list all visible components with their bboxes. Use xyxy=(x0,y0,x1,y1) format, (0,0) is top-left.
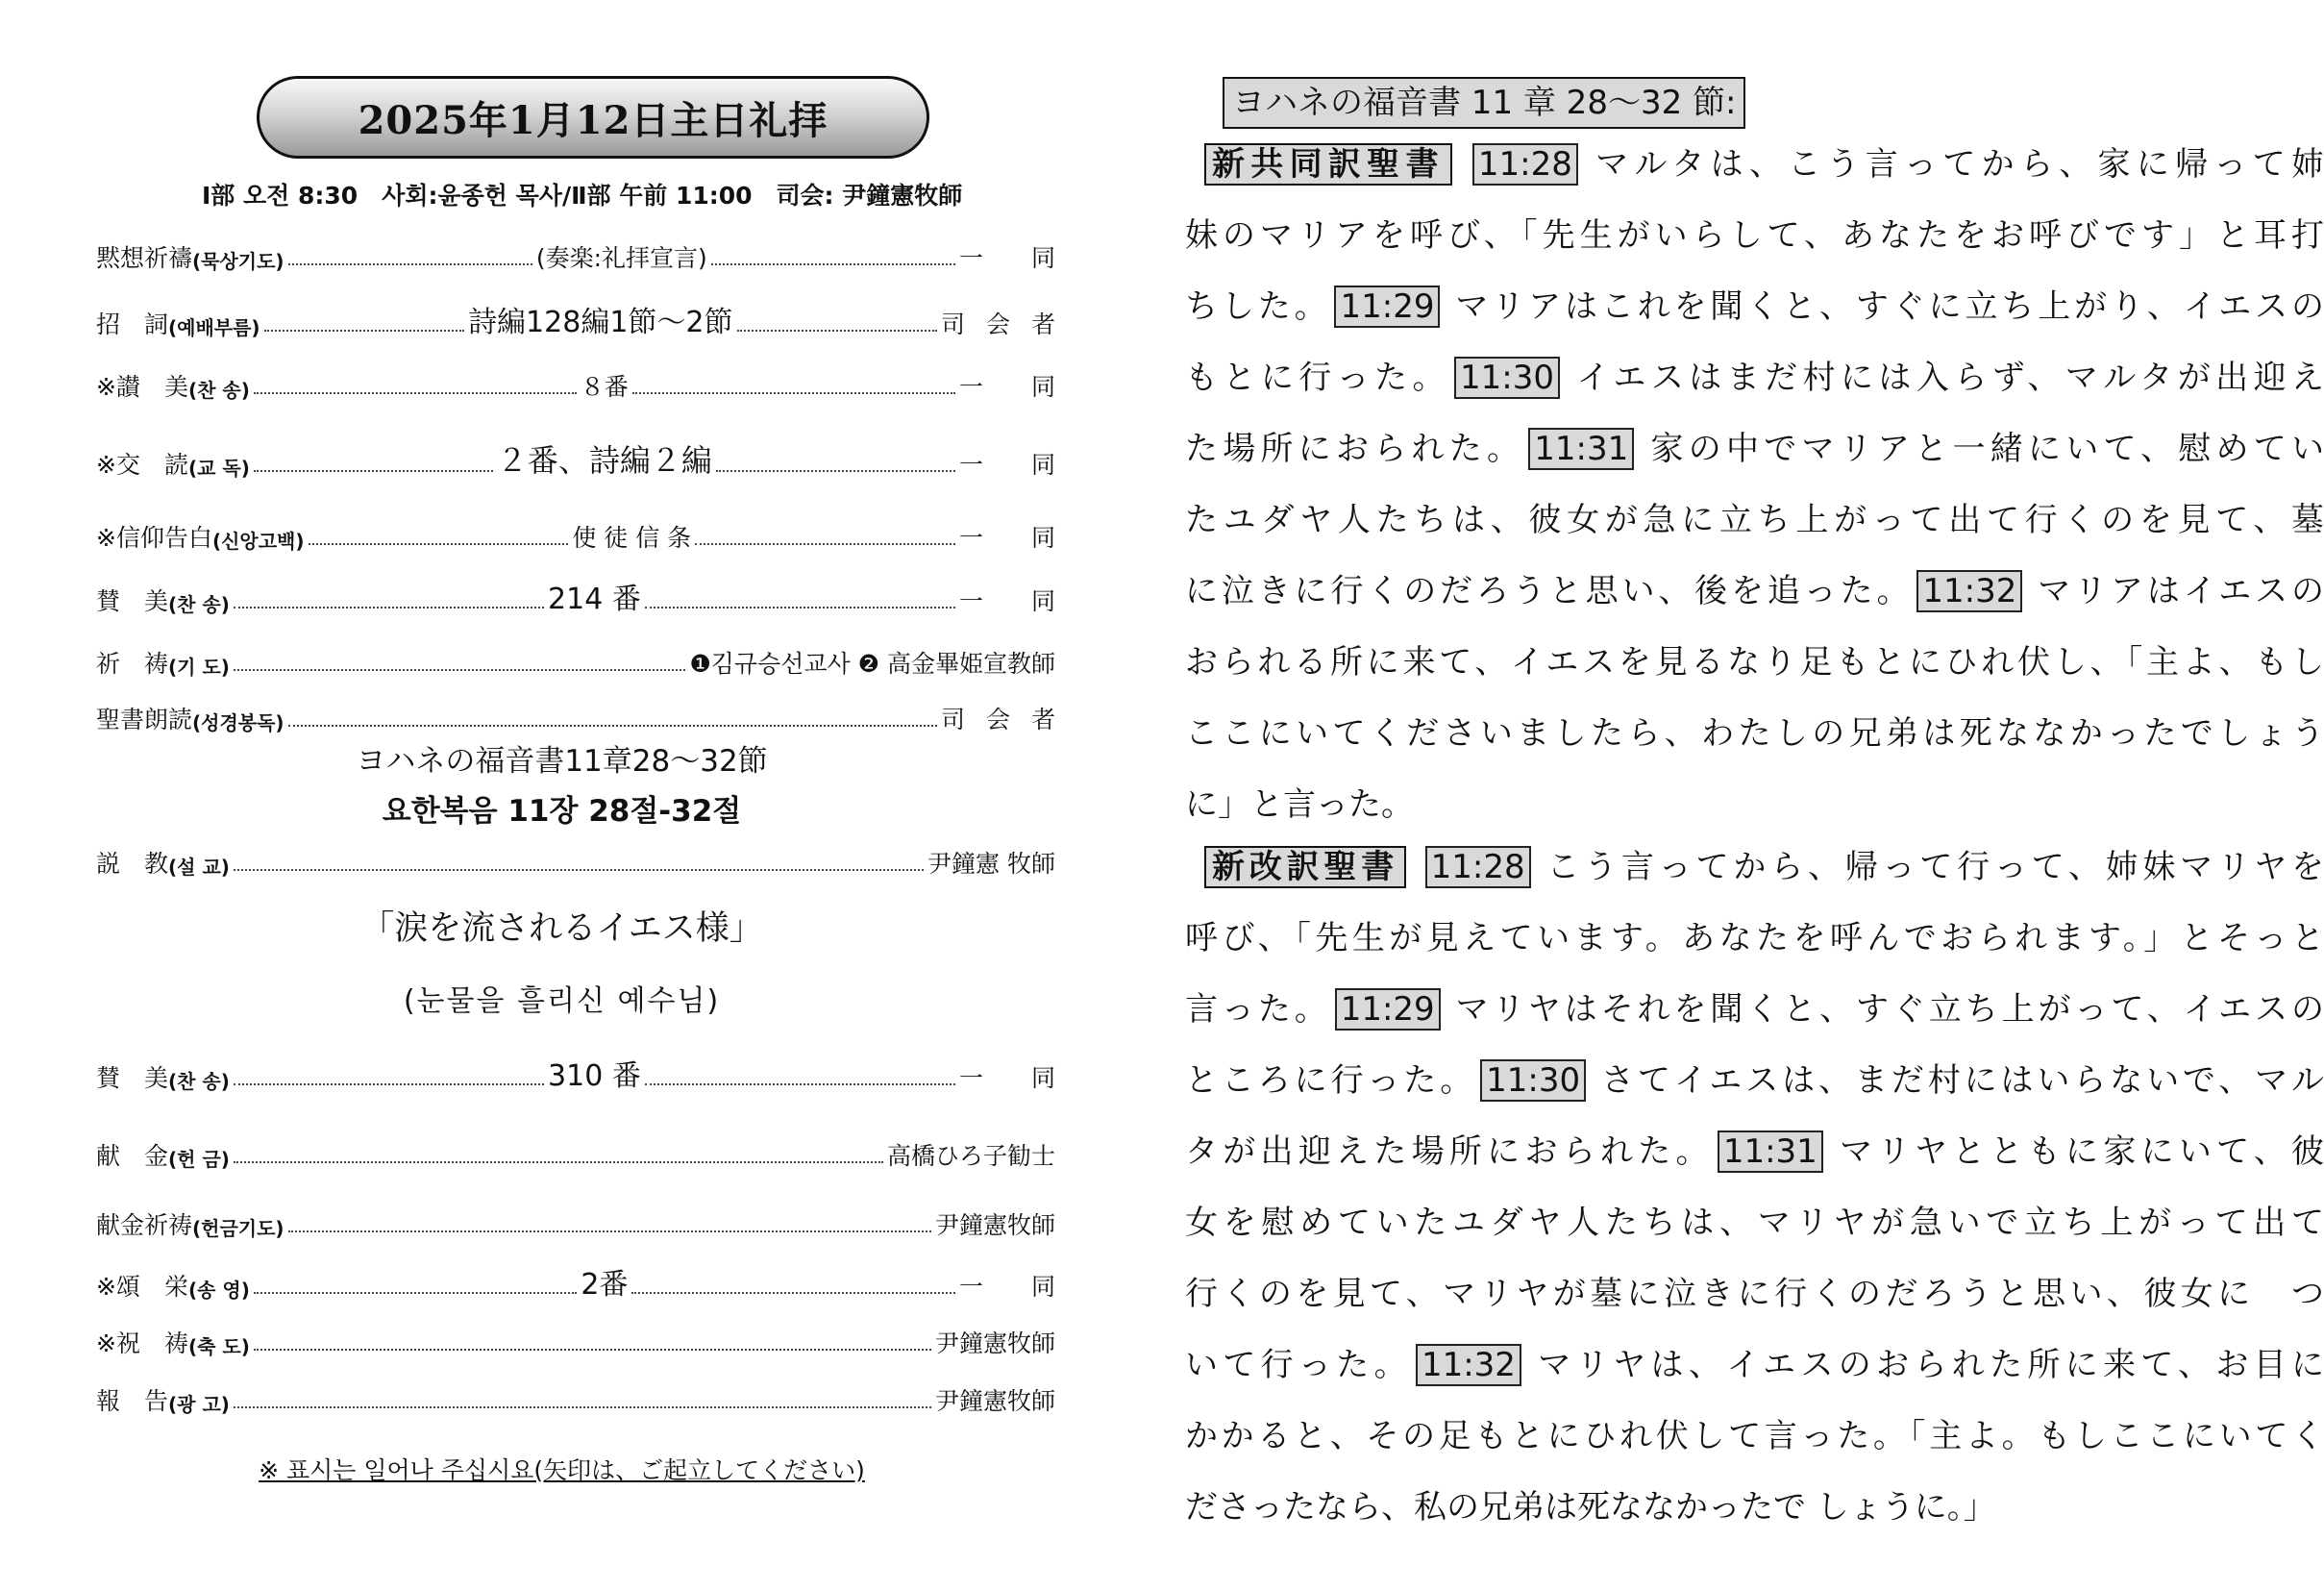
verse-text: マリヤは、イエスのおられた所に来て、お目に xyxy=(1532,1346,2324,1384)
verse-text: ここにいてくださいましたら、わたしの兄弟は死ななかったでしょう xyxy=(1185,714,2324,753)
verse-text: た場所におられた。 xyxy=(1185,430,1525,468)
verse-text: さてイエスは、まだ村にはいらないで、マル xyxy=(1597,1061,2324,1100)
leader-dots xyxy=(711,263,955,265)
leader-dots xyxy=(254,1292,578,1294)
sermon-title-japanese: 「涙を流されるイエス様」 xyxy=(360,909,763,948)
verse-text: タが出迎えた場所におられた。 xyxy=(1185,1132,1714,1171)
leader-dots xyxy=(254,1349,931,1351)
service-title: 2025年1月12日主日礼拝 xyxy=(257,76,929,159)
verse-number: 11:28 xyxy=(1425,846,1531,888)
service-item xyxy=(96,1054,1103,1094)
verse-number: 11:30 xyxy=(1454,357,1560,399)
item-label: 賛 美 xyxy=(96,1064,169,1092)
reading-reference-korean: 요한복음 11장 28절-32절 xyxy=(382,794,742,829)
verse-line xyxy=(1185,832,2324,903)
verse-text: マリヤはそれを聞くと、すぐ立ち上がって、イエスの xyxy=(1451,990,2324,1029)
verse-text: いて行った。 xyxy=(1185,1346,1412,1384)
verse-line xyxy=(1185,342,2324,413)
leader-dots xyxy=(264,330,464,332)
item-label: 報 告 xyxy=(96,1387,169,1415)
item-label-korean: (성경봉독) xyxy=(192,711,284,734)
leader-dots xyxy=(254,470,493,472)
translation-name: 新共同訳聖書 xyxy=(1204,143,1452,186)
leader-dots xyxy=(716,470,955,472)
item-detail: 2番 xyxy=(581,1268,629,1302)
verse-text: マリヤとともに家にいて、彼 xyxy=(1834,1132,2324,1171)
item-label: 献 金 xyxy=(96,1142,169,1170)
translation-name: 新改訳聖書 xyxy=(1204,846,1406,888)
item-leader: 尹鐘憲牧師 xyxy=(934,1329,1055,1357)
item-leader: 高橋ひろ子勧士 xyxy=(886,1142,1055,1170)
leader-dots xyxy=(234,1406,931,1408)
item-detail: ８番 xyxy=(580,373,629,401)
item-detail: 310 番 xyxy=(548,1059,641,1093)
item-label: 聖書朗読 xyxy=(96,706,193,733)
service-item xyxy=(96,1262,1104,1303)
verse-number: 11:30 xyxy=(1480,1059,1586,1102)
verse-text: イエスはまだ村には入らず、マルタが出迎え xyxy=(1570,359,2324,397)
item-label-korean: (찬 송) xyxy=(168,1070,230,1093)
verse-text: もとに行った。 xyxy=(1185,359,1450,397)
item-label-korean: (송 영) xyxy=(187,1279,250,1302)
order-of-service-page xyxy=(0,0,1124,1590)
item-leader: 一同 xyxy=(958,373,1103,401)
service-item xyxy=(96,440,1103,481)
item-label-korean: (헌금기도) xyxy=(192,1217,284,1240)
service-item xyxy=(96,839,1055,880)
verse-line xyxy=(1185,1187,2324,1258)
service-item xyxy=(96,639,1055,680)
leader-dots xyxy=(234,669,685,671)
leader-dots xyxy=(309,543,569,545)
verse-text: マリアはこれを聞くと、すぐに立ち上がり、イエスの xyxy=(1451,287,2324,326)
verse-line xyxy=(1185,1472,2324,1543)
verse-number: 11:29 xyxy=(1335,988,1441,1031)
service-item xyxy=(96,1201,1055,1241)
verse-number: 11:32 xyxy=(1916,570,2022,612)
verse-line xyxy=(1185,903,2324,974)
service-item xyxy=(96,234,1103,274)
item-label-korean: (교 독) xyxy=(187,457,250,480)
item-leader: 尹鐘憲牧師 xyxy=(934,1387,1055,1415)
verse-text: 呼び、「先生が見えています。あなたを呼んでおられます。」とそっと xyxy=(1185,919,2324,957)
leader-dots xyxy=(234,1083,544,1085)
leader-dots xyxy=(234,869,924,871)
item-leader: 一同 xyxy=(958,524,1103,552)
leader-dots xyxy=(632,392,955,394)
item-label: ※交 読 xyxy=(96,451,188,479)
leader-dots xyxy=(645,1083,955,1085)
verse-line xyxy=(1185,974,2324,1045)
verse-text: ださったなら、私の兄弟は死ななかったで しょうに。」 xyxy=(1185,1488,1996,1527)
item-leader: ❶김규승선교사 ❷ 高金畢姫宣教師 xyxy=(689,650,1055,678)
reading-reference-japanese: ヨハネの福音書11章28～32節 xyxy=(356,744,768,779)
standing-note: ※ 표시는 일어나 주십시요(矢印は、ご起立してください) xyxy=(259,1456,865,1484)
item-leader: 一同 xyxy=(959,1273,1104,1301)
leader-dots xyxy=(288,725,937,727)
verse-number: 11:31 xyxy=(1718,1130,1823,1173)
version-new-revised xyxy=(1185,832,2324,1543)
verse-number: 11:31 xyxy=(1528,428,1634,470)
verse-line xyxy=(1185,698,2324,769)
verse-number: 11:32 xyxy=(1416,1344,1521,1386)
item-label-korean: (신앙고백) xyxy=(211,530,305,553)
item-label-korean: (예배부름) xyxy=(168,316,260,339)
item-detail: 214 番 xyxy=(548,583,641,616)
item-label-korean: (설 교) xyxy=(168,856,230,879)
verse-text: マルタは、こう言ってから、家に帰って姉 xyxy=(1589,145,2324,184)
leader-dots xyxy=(254,392,577,394)
leader-dots xyxy=(645,607,955,609)
verse-text: 女を慰めていたユダヤ人たちは、マリヤが急いで立ち上がって出て xyxy=(1185,1204,2324,1242)
scripture-page xyxy=(1124,0,2324,1590)
verse-text: 妹のマリアを呼び、「先生がいらして、あなたをお呼びです」と耳打 xyxy=(1185,216,2324,255)
verse-line xyxy=(1185,271,2324,342)
item-label: 招 詞 xyxy=(96,311,169,338)
item-detail: ２番、詩編２編 xyxy=(496,442,712,479)
verse-text: おられる所に来て、イエスを見るなり足もとにひれ伏し、「主よ、もし xyxy=(1185,643,2324,682)
service-item xyxy=(96,577,1103,617)
item-label: 説 教 xyxy=(96,850,169,878)
item-label: ※讃 美 xyxy=(96,373,188,401)
leader-dots xyxy=(288,1230,931,1232)
verse-text: かかると、その足もとにひれ伏して言った。「主よ。もしここにいてく xyxy=(1185,1417,2324,1455)
item-label-korean: (기 도) xyxy=(168,656,230,679)
item-detail: (奏楽:礼拝宣言) xyxy=(535,244,707,272)
item-label: 黙想祈禱 xyxy=(96,244,193,272)
item-label: ※祝 祷 xyxy=(96,1329,188,1357)
verse-text: に」と言った。 xyxy=(1185,785,1414,824)
verse-line xyxy=(1185,1045,2324,1116)
item-label-korean: (묵상기도) xyxy=(192,250,284,273)
leader-dots xyxy=(234,607,544,609)
verse-line xyxy=(1185,769,2324,840)
verse-line xyxy=(1185,484,2324,556)
item-label: 祈 祷 xyxy=(96,650,169,678)
verse-text: ところに行った。 xyxy=(1185,1061,1477,1100)
leader-dots xyxy=(234,1161,883,1163)
service-item xyxy=(96,1319,1055,1359)
version-new-interconfessional xyxy=(1185,129,2324,840)
verse-line xyxy=(1185,1116,2324,1187)
item-leader: 司会者 xyxy=(940,311,1076,338)
item-label: 献金祈祷 xyxy=(96,1211,193,1239)
item-leader: 一同 xyxy=(958,244,1103,272)
verse-text: ちした。 xyxy=(1185,287,1331,326)
verse-line xyxy=(1185,556,2324,627)
scripture-heading: ヨハネの福音書 11 章 28～32 節: xyxy=(1223,77,1745,129)
verse-text: マリアはイエスの xyxy=(2034,572,2324,610)
item-leader: 一同 xyxy=(958,451,1103,479)
verse-text: に泣きに行くのだろうと思い、後を追った。 xyxy=(1185,572,1914,610)
leader-dots xyxy=(631,1292,955,1294)
item-label: 賛 美 xyxy=(96,587,169,615)
service-item xyxy=(96,300,1076,340)
service-item xyxy=(96,695,1076,735)
verse-line xyxy=(1185,200,2324,271)
verse-text: こう言ってから、帰って行って、姉妹マリヤを xyxy=(1542,848,2324,886)
service-item xyxy=(96,513,1103,554)
verse-line xyxy=(1185,1401,2324,1472)
verse-line xyxy=(1185,1329,2324,1401)
item-detail: 使 徒 信 条 xyxy=(572,524,692,552)
verse-line xyxy=(1185,129,2324,200)
verse-number: 11:28 xyxy=(1472,143,1578,186)
item-label: ※信仰告白 xyxy=(96,524,212,552)
service-times: Ⅰ部 오전 8:30 사회:윤종헌 목사/Ⅱ部 午前 11:00 司会: 尹鐘憲牧師 xyxy=(202,182,963,210)
item-detail: 詩編128編1節～2節 xyxy=(468,306,733,339)
verse-line xyxy=(1185,627,2324,698)
service-item xyxy=(96,1131,1055,1172)
item-leader: 一同 xyxy=(958,1064,1103,1092)
item-leader: 尹鐘憲 牧師 xyxy=(927,850,1055,878)
item-label: ※頌 栄 xyxy=(96,1273,188,1301)
verse-text: 家の中でマリアと一緒にいて、慰めてい xyxy=(1645,430,2324,468)
item-leader: 司会者 xyxy=(940,706,1076,733)
sermon-title-korean: (눈물을 흘리신 예수님) xyxy=(403,984,721,1018)
service-item xyxy=(96,1377,1055,1417)
verse-text: 行くのを見て、マリヤが墓に泣きに行くのだろうと思い、彼女に つ xyxy=(1185,1275,2324,1313)
leader-dots xyxy=(695,543,955,545)
item-label-korean: (광 고) xyxy=(168,1393,230,1416)
item-label-korean: (헌 금) xyxy=(168,1148,230,1171)
verse-text: 言った。 xyxy=(1185,990,1331,1029)
verse-line xyxy=(1185,1258,2324,1329)
item-leader: 尹鐘憲牧師 xyxy=(934,1211,1055,1239)
item-label-korean: (찬 송) xyxy=(168,593,230,616)
verse-text: たユダヤ人たちは、彼女が急に立ち上がって出て行くのを見て、墓 xyxy=(1185,501,2324,539)
item-label-korean: (축 도) xyxy=(187,1335,250,1358)
leader-dots xyxy=(737,330,937,332)
verse-line xyxy=(1185,413,2324,484)
item-leader: 一同 xyxy=(958,587,1103,615)
leader-dots xyxy=(288,263,532,265)
verse-number: 11:29 xyxy=(1334,286,1440,328)
service-item xyxy=(96,362,1103,403)
item-label-korean: (찬 송) xyxy=(187,379,250,402)
